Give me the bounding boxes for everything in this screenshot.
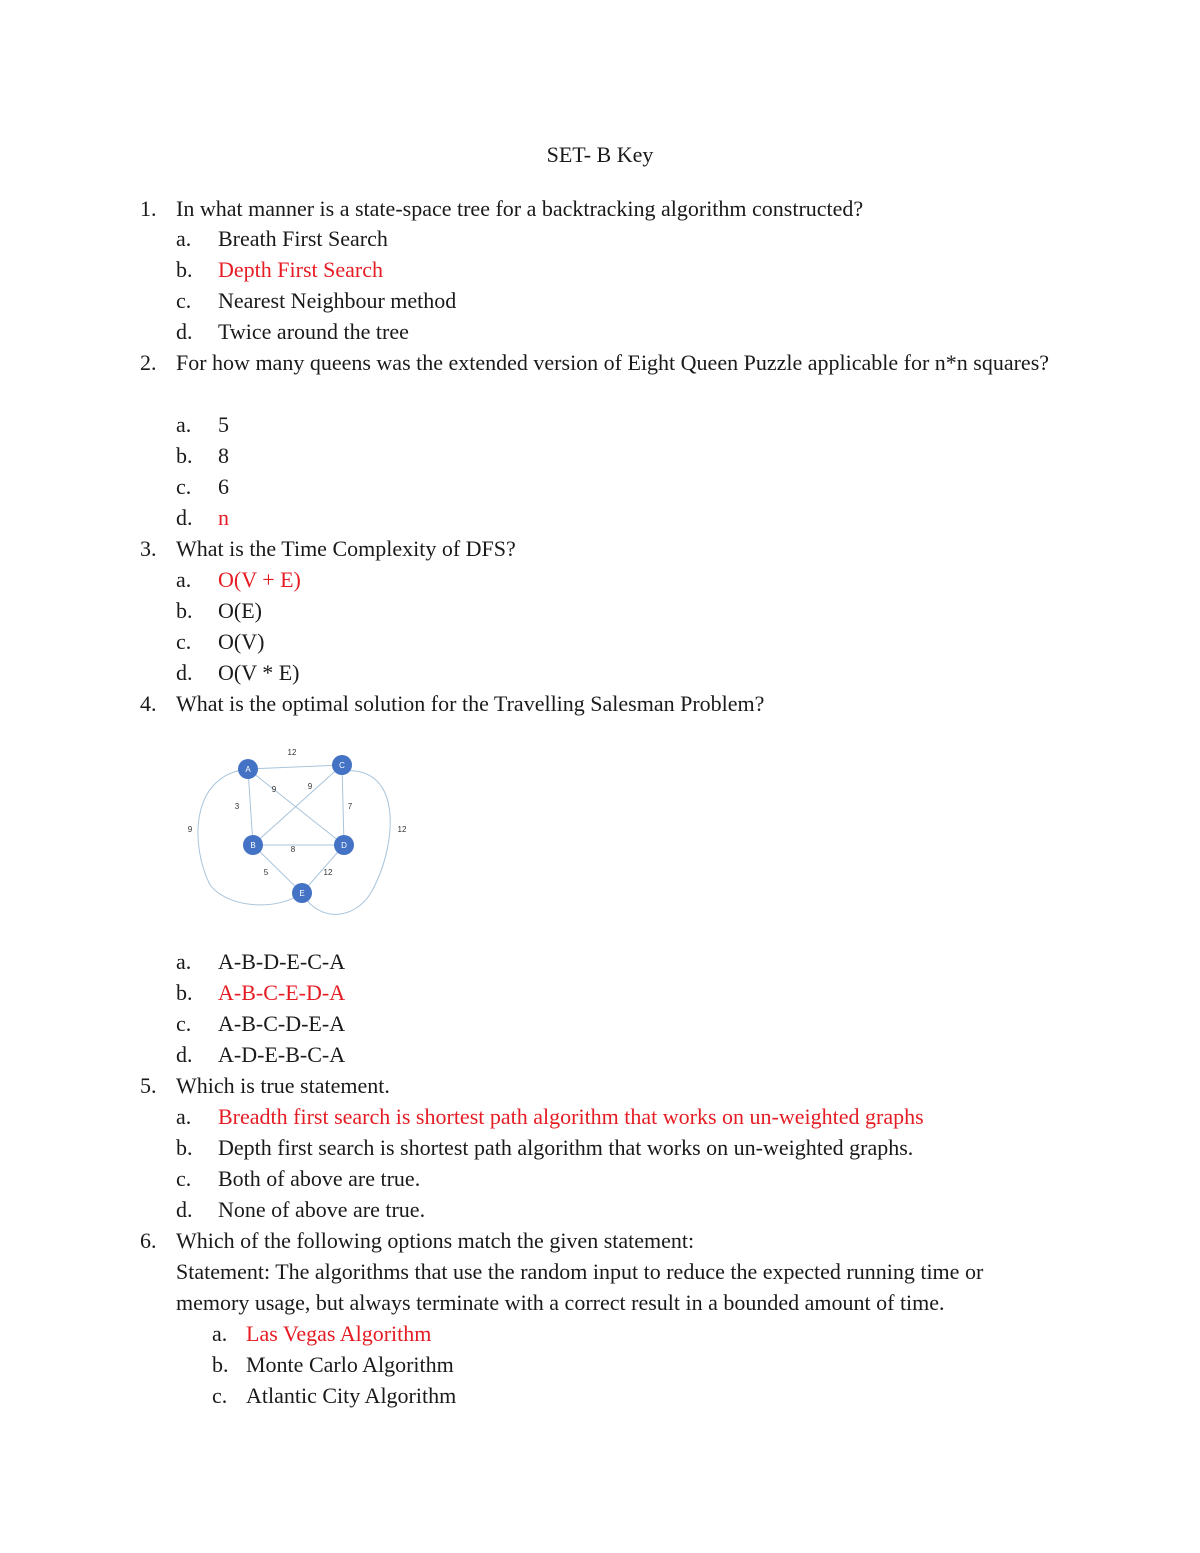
graph-edge-c-d bbox=[342, 765, 344, 845]
option-3b bbox=[0, 595, 1200, 626]
option-text: Atlantic City Algorithm bbox=[246, 1383, 457, 1408]
question-number: 4. bbox=[140, 691, 157, 716]
option-letter: a. bbox=[212, 1321, 228, 1346]
option-letter: c. bbox=[176, 288, 192, 313]
node-label: D bbox=[341, 841, 347, 850]
graph-edge-a-c bbox=[248, 765, 342, 769]
option-letter: b. bbox=[176, 980, 193, 1005]
edge-weight-label: 7 bbox=[347, 802, 353, 811]
question-text: Which of the following options match the given statement: bbox=[176, 1228, 695, 1253]
option-5b bbox=[0, 1132, 1200, 1163]
question-6 bbox=[0, 1225, 1200, 1256]
option-letter: c. bbox=[176, 1166, 192, 1191]
option-letter: a. bbox=[176, 412, 192, 437]
option-letter: c. bbox=[176, 629, 192, 654]
node-label: C bbox=[339, 761, 345, 770]
edge-weight-label: 5 bbox=[263, 868, 269, 877]
option-letter: d. bbox=[176, 660, 193, 685]
option-4a bbox=[0, 946, 1200, 977]
option-letter: a. bbox=[176, 949, 192, 974]
node-label: E bbox=[299, 889, 305, 898]
option-letter: b. bbox=[176, 1135, 193, 1160]
option-letter: d. bbox=[176, 1197, 193, 1222]
question-number: 6. bbox=[140, 1228, 157, 1253]
graph-node-b bbox=[243, 835, 263, 855]
question-text: What is the Time Complexity of DFS? bbox=[176, 536, 516, 561]
option-5c bbox=[0, 1163, 1200, 1194]
option-1c bbox=[0, 285, 1200, 316]
option-letter: a. bbox=[176, 1104, 192, 1129]
option-text: A-D-E-B-C-A bbox=[218, 1042, 346, 1067]
option-4d bbox=[0, 1039, 1200, 1070]
page-title: SET- B Key bbox=[546, 142, 654, 167]
option-letter: d. bbox=[176, 319, 193, 344]
option-text: Twice around the tree bbox=[218, 319, 409, 344]
option-1b bbox=[0, 254, 1200, 285]
option-letter: b. bbox=[176, 257, 193, 282]
graph-node-a bbox=[238, 759, 258, 779]
question-text: What is the optimal solution for the Travelling Salesman Problem? bbox=[176, 691, 765, 716]
option-text: A-B-C-D-E-A bbox=[218, 1011, 346, 1036]
question-5 bbox=[0, 1070, 1200, 1101]
graph-node-e bbox=[292, 883, 312, 903]
option-text: Depth first search is shortest path algorithm that works on un-weighted graphs. bbox=[218, 1135, 914, 1160]
option-text: A-B-D-E-C-A bbox=[218, 949, 346, 974]
option-text: 5 bbox=[218, 412, 229, 437]
edge-weight-label: 9 bbox=[271, 785, 277, 794]
correct-answer: A-B-C-E-D-A bbox=[218, 980, 346, 1005]
option-letter: d. bbox=[176, 505, 193, 530]
option-text: Nearest Neighbour method bbox=[218, 288, 457, 313]
option-letter: c. bbox=[212, 1383, 228, 1408]
correct-answer: Breadth first search is shortest path algorithm that works on un-weighted graphs bbox=[218, 1104, 924, 1129]
question-number: 5. bbox=[140, 1073, 157, 1098]
option-letter: d. bbox=[176, 1042, 193, 1067]
option-letter: b. bbox=[212, 1352, 229, 1377]
graph-edge-a-b bbox=[248, 769, 253, 845]
option-text: Both of above are true. bbox=[218, 1166, 421, 1191]
correct-answer: n bbox=[218, 505, 229, 530]
option-3c bbox=[0, 626, 1200, 657]
correct-answer: Depth First Search bbox=[218, 257, 383, 282]
option-6b bbox=[0, 1349, 1200, 1380]
option-text: O(V) bbox=[218, 629, 265, 654]
node-label: B bbox=[250, 841, 256, 850]
correct-answer: O(V + E) bbox=[218, 567, 301, 592]
option-text: Monte Carlo Algorithm bbox=[246, 1352, 454, 1377]
option-4c bbox=[0, 1008, 1200, 1039]
edge-weight-label: 12 bbox=[287, 748, 297, 757]
graph-node-d bbox=[334, 835, 354, 855]
question-text: Which is true statement. bbox=[176, 1073, 390, 1098]
option-2a bbox=[0, 409, 1200, 440]
option-letter: b. bbox=[176, 598, 193, 623]
option-5d bbox=[0, 1194, 1200, 1225]
edge-weight-label: 3 bbox=[234, 802, 240, 811]
tsp-graph-diagram bbox=[170, 735, 420, 930]
option-2b bbox=[0, 440, 1200, 471]
option-letter: c. bbox=[176, 474, 192, 499]
option-3d bbox=[0, 657, 1200, 688]
option-letter: a. bbox=[176, 567, 192, 592]
option-2d bbox=[0, 502, 1200, 533]
question-4 bbox=[0, 688, 1200, 719]
question-2 bbox=[0, 347, 1200, 409]
option-text: 8 bbox=[218, 443, 229, 468]
option-letter: c. bbox=[176, 1011, 192, 1036]
question-3 bbox=[0, 533, 1200, 564]
edge-weight-label: 8 bbox=[290, 845, 296, 854]
option-1a bbox=[0, 223, 1200, 254]
edge-weight-label: 12 bbox=[323, 868, 333, 877]
question-text: In what manner is a state-space tree for a backtracking algorithm constructed? bbox=[176, 196, 864, 221]
edge-weight-label: 9 bbox=[307, 782, 313, 791]
option-6a bbox=[0, 1318, 1200, 1349]
option-6c bbox=[0, 1380, 1200, 1411]
option-letter: a. bbox=[176, 226, 192, 251]
option-2c bbox=[0, 471, 1200, 502]
graph-node-c bbox=[332, 755, 352, 775]
edge-weight-label: 12 bbox=[397, 825, 407, 834]
option-text: O(E) bbox=[218, 598, 262, 623]
option-4b bbox=[0, 977, 1200, 1008]
option-3a bbox=[0, 564, 1200, 595]
edge-weight-label: 9 bbox=[187, 825, 193, 834]
option-letter: b. bbox=[176, 443, 193, 468]
node-label: A bbox=[245, 765, 251, 774]
question-number: 1. bbox=[140, 196, 157, 221]
question-statement: Statement: The algorithms that use the random input to reduce the expected running time or memory usage, but always terminate with a correct result in a bounded amount of time. bbox=[176, 1259, 984, 1315]
option-text: 6 bbox=[218, 474, 229, 499]
question-1 bbox=[0, 193, 1200, 224]
question-number: 2. bbox=[140, 350, 157, 375]
option-text: Breath First Search bbox=[218, 226, 388, 251]
question-number: 3. bbox=[140, 536, 157, 561]
option-text: O(V * E) bbox=[218, 660, 300, 685]
correct-answer: Las Vegas Algorithm bbox=[246, 1321, 432, 1346]
question-text: For how many queens was the extended version of Eight Queen Puzzle applicable for n*n squares? bbox=[176, 350, 1050, 375]
option-1d bbox=[0, 316, 1200, 347]
option-text: None of above are true. bbox=[218, 1197, 426, 1222]
option-5a bbox=[0, 1101, 1200, 1132]
